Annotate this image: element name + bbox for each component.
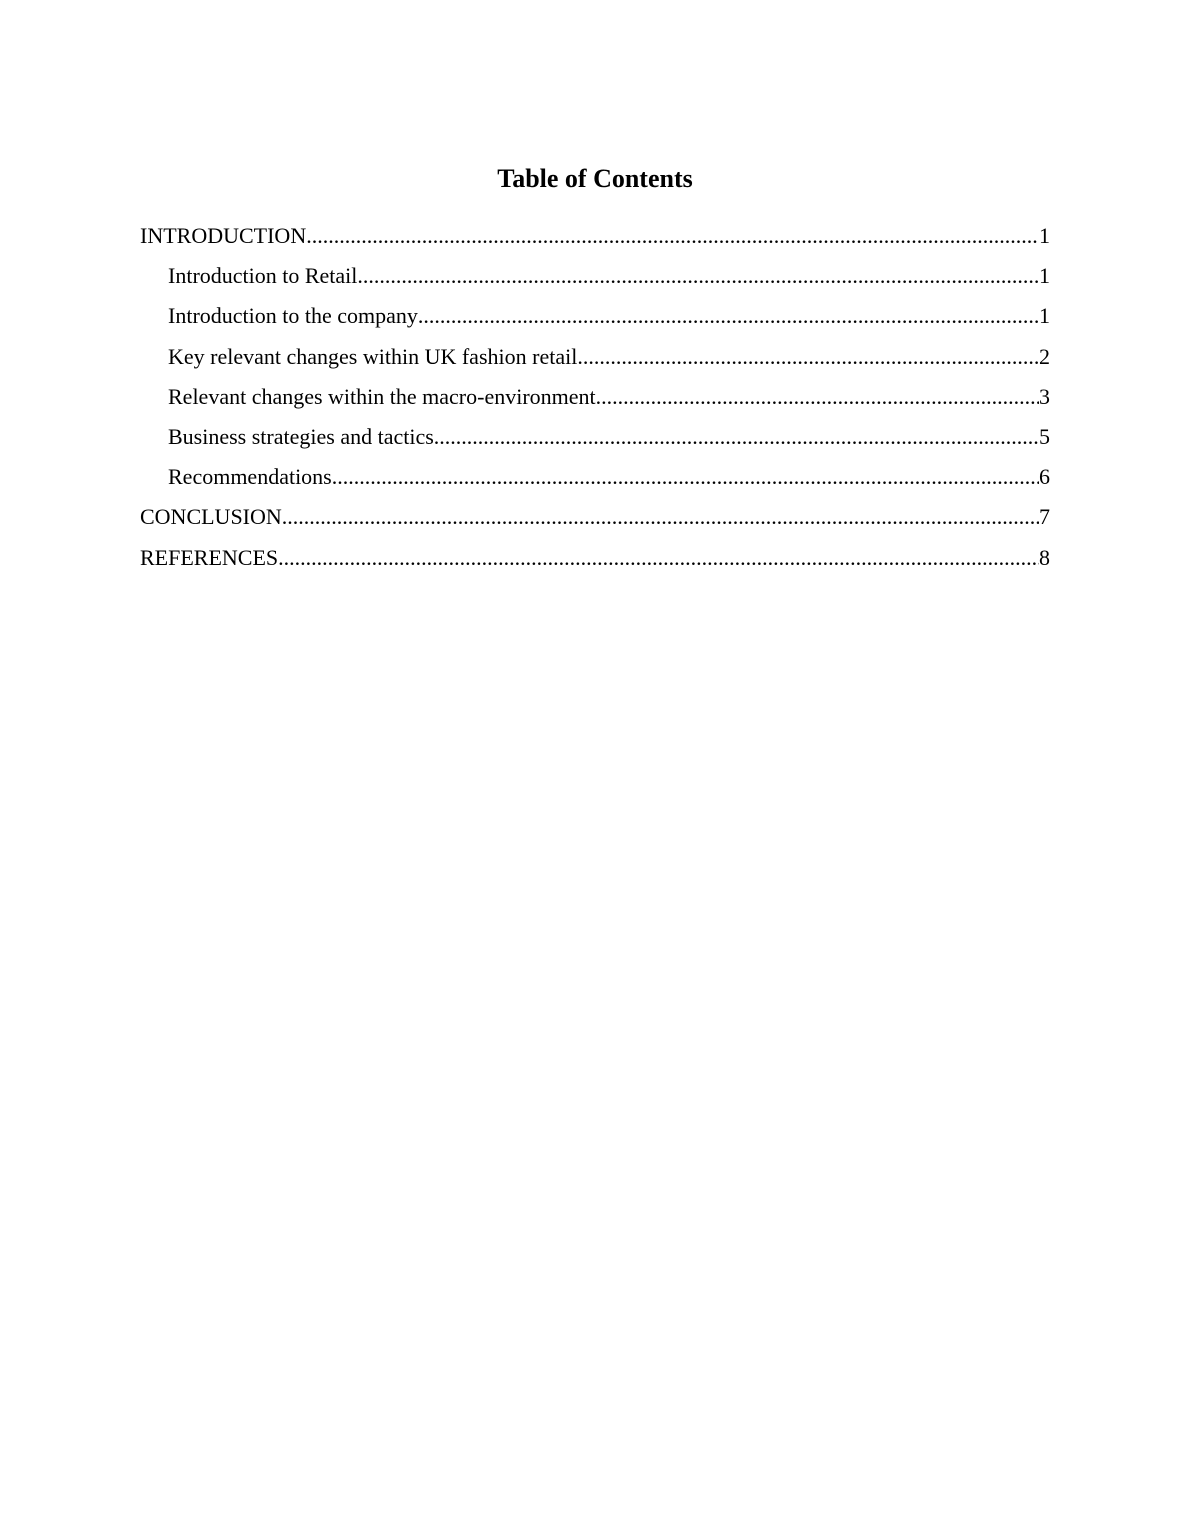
toc-entry-label: REFERENCES	[140, 544, 279, 570]
toc-dot-leader	[306, 219, 1039, 253]
toc-entry-conclusion[interactable]	[140, 500, 1050, 540]
toc-page-number: 6	[1039, 464, 1050, 490]
toc-page-number: 1	[1039, 303, 1050, 329]
toc-dot-leader	[282, 500, 1039, 534]
toc-page-number: 1	[1039, 223, 1050, 248]
toc-entry-label: Business strategies and tactics	[168, 423, 434, 449]
toc-entry-recommendations[interactable]	[140, 460, 1050, 500]
toc-dot-leader	[278, 541, 1039, 575]
toc-entry-introduction-to-retail[interactable]	[140, 259, 1050, 299]
toc-entry-macro-environment[interactable]	[140, 380, 1050, 420]
toc-entry-label: Key relevant changes within UK fashion retail	[168, 343, 578, 369]
toc-page-number: 7	[1039, 504, 1050, 530]
toc-page-number: 5	[1039, 423, 1050, 449]
toc-page-number: 2	[1039, 343, 1050, 369]
toc-entry-references[interactable]	[140, 541, 1050, 581]
toc-entry-introduction-to-the-company[interactable]	[140, 299, 1050, 339]
toc-page-number: 8	[1039, 544, 1050, 570]
toc-list	[140, 219, 1050, 581]
toc-entry-label: INTRODUCTION	[140, 223, 307, 248]
toc-dot-leader	[596, 380, 1039, 414]
toc-entry-key-relevant-changes[interactable]	[140, 340, 1050, 380]
toc-entry-introduction[interactable]	[140, 219, 1050, 259]
toc-page-number: 3	[1039, 383, 1050, 409]
toc-title: Table of Contents	[497, 164, 693, 193]
toc-entry-business-strategies[interactable]	[140, 420, 1050, 460]
toc-dot-leader	[577, 340, 1039, 374]
toc-dot-leader	[434, 420, 1039, 454]
toc-dot-leader	[418, 299, 1039, 333]
toc-entry-label: Introduction to the company	[168, 303, 418, 329]
toc-page-number: 1	[1039, 263, 1050, 289]
toc-entry-label: CONCLUSION	[140, 504, 282, 530]
toc-entry-label: Relevant changes within the macro-environment	[168, 383, 596, 409]
toc-dot-leader	[357, 259, 1039, 293]
toc-entry-label: Recommendations	[168, 464, 332, 490]
toc-entry-label: Introduction to Retail	[168, 263, 358, 289]
toc-dot-leader	[332, 460, 1039, 494]
